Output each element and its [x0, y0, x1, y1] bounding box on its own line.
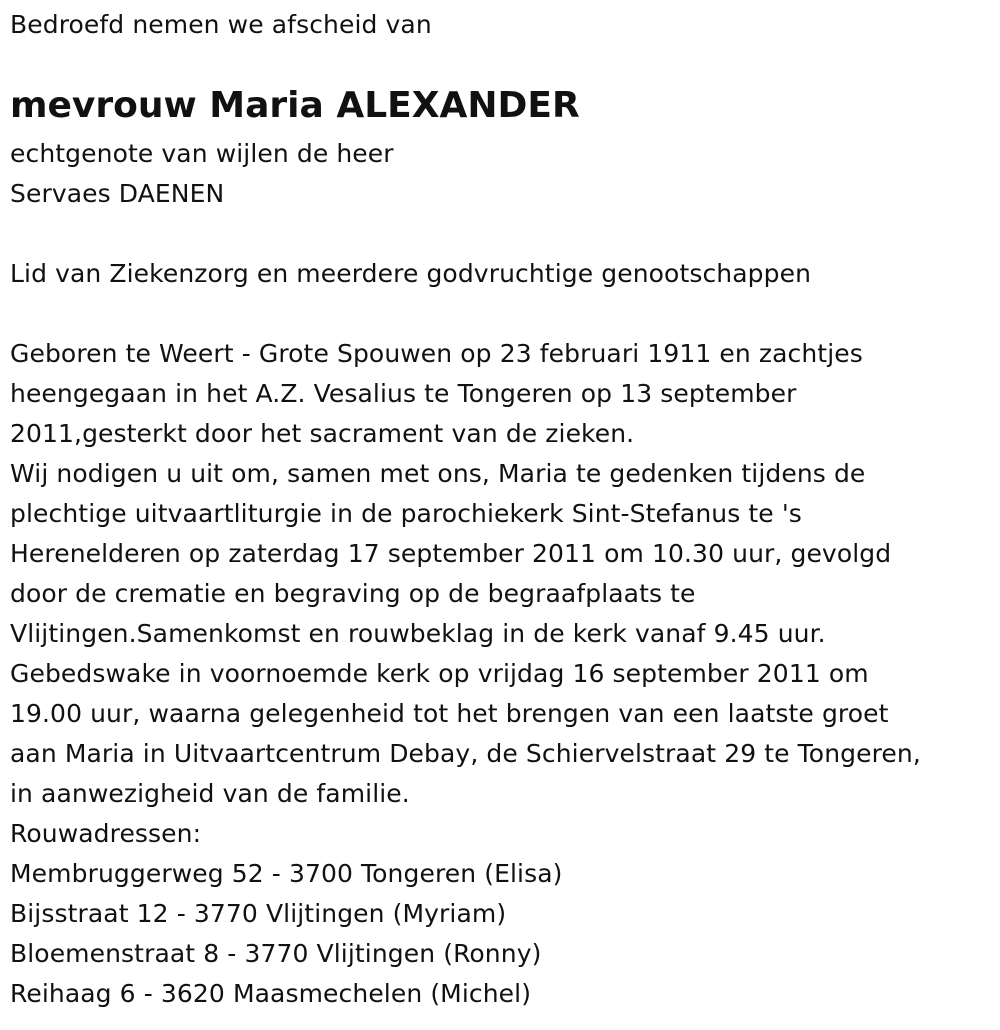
body-line: Gebedswake in voornoemde kerk op vrijdag 16 september 2011 om — [10, 659, 869, 688]
body-line: in aanwezigheid van de familie. — [10, 779, 410, 808]
intro-text: Bedroefd nemen we afscheid van — [10, 10, 432, 39]
membership-text: Lid van Ziekenzorg en meerdere godvruchtige genootschappen — [10, 259, 812, 288]
body-line: Herenelderen op zaterdag 17 september 2011 om 10.30 uur, gevolgd — [10, 539, 892, 568]
body-line: Wij nodigen u uit om, samen met ons, Maria te gedenken tijdens de — [10, 459, 866, 488]
mourning-address: Bloemenstraat 8 - 3770 Vlijtingen (Ronny) — [10, 939, 542, 968]
obituary-body — [10, 334, 921, 1014]
spouse-info — [10, 134, 394, 214]
spouse-line-2: Servaes DAENEN — [10, 179, 225, 208]
body-line: Geboren te Weert - Grote Spouwen op 23 februari 1911 en zachtjes — [10, 339, 863, 368]
body-line: 19.00 uur, waarna gelegenheid tot het brengen van een laatste groet — [10, 699, 889, 728]
mourning-address: Bijsstraat 12 - 3770 Vlijtingen (Myriam) — [10, 899, 507, 928]
body-line: plechtige uitvaartliturgie in de parochiekerk Sint-Stefanus te 's — [10, 499, 802, 528]
body-line: 2011,gesterkt door het sacrament van de zieken. — [10, 419, 635, 448]
mourning-address: Reihaag 6 - 3620 Maasmechelen (Michel) — [10, 979, 532, 1008]
mourning-addresses-heading: Rouwadressen: — [10, 819, 202, 848]
spouse-line-1: echtgenote van wijlen de heer — [10, 139, 394, 168]
mourning-address: Membruggerweg 52 - 3700 Tongeren (Elisa) — [10, 859, 563, 888]
body-line: door de crematie en begraving op de begraafplaats te — [10, 579, 696, 608]
membership-info — [10, 254, 811, 294]
body-line: aan Maria in Uitvaartcentrum Debay, de Schiervelstraat 29 te Tongeren, — [10, 739, 921, 768]
deceased-name: mevrouw Maria ALEXANDER — [10, 85, 580, 126]
body-line: heengegaan in het A.Z. Vesalius te Tongeren op 13 september — [10, 379, 797, 408]
body-line: Vlijtingen.Samenkomst en rouwbeklag in de kerk vanaf 9.45 uur. — [10, 619, 826, 648]
